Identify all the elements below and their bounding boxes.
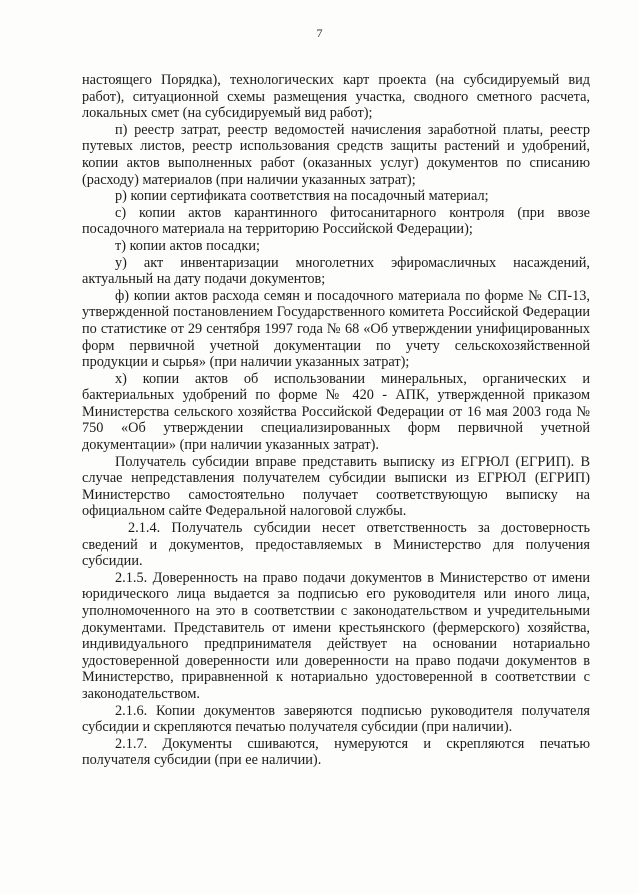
clause-2-1-5: 2.1.5. Доверенность на право подачи документов в Министерство от имени юридического лица выдается за подписью его руководителя или иного лица, уполномоченного на это в соответствии с законодательством и учредительными документами. Представитель от имени крестьянского (фермерского) хозяйства, индивидуального предпринимателя действует на основании нотариально удостоверенной доверенности или доверенности на право подачи документов в Министерство, приравненной к нотариально удостоверенной в соответствии с законодательством. <box>82 569 590 702</box>
page-number: 7 <box>316 26 323 40</box>
list-item-kh: х) копии актов об использовании минеральных, органических и бактериальных удобрений по форме № 420 - АПК, утвержденной приказом Министерства сельского хозяйства Российской Федерации от 16 мая 2003 года № 750 «Об утверждении специализированных форм первичной учетной документации» (при наличии указанных затрат). <box>82 370 590 454</box>
clause-2-1-7: 2.1.7. Документы сшиваются, нумеруются и скрепляются печатью получателя субсидии (при ее наличии). <box>82 735 590 769</box>
clause-2-1-6: 2.1.6. Копии документов заверяются подписью руководителя получателя субсидии и скрепляются печатью получателя субсидии (при наличии). <box>82 702 590 736</box>
list-item-s: с) копии актов карантинного фитосанитарного контроля (при ввозе посадочного материала на территорию Российской Федерации); <box>82 204 590 238</box>
list-item-p: п) реестр затрат, реестр ведомостей начисления заработной платы, реестр путевых листов, реестр использования средств защиты растений и удобрений, копии актов выполненных работ (оказанных услуг) документов по списанию (расходу) материалов (при наличии указанных затрат); <box>82 121 590 188</box>
list-item-t: т) копии актов посадки; <box>115 237 260 254</box>
document-body <box>82 72 590 769</box>
paragraph-continuation: настоящего Порядка), технологических карт проекта (на субсидируемый вид работ), ситуационной схемы размещения участка, сводного сметного расчета, локальных смет (на субсидируемый вид работ); <box>82 72 590 122</box>
paragraph-egrul: Получатель субсидии вправе представить выписку из ЕГРЮЛ (ЕГРИП). В случае непредставления получателем субсидии выписки из ЕГРЮЛ (ЕГРИП) Министерство самостоятельно получает соответствующую выписку на официальном сайте Федеральной налоговой службы. <box>82 453 590 520</box>
list-item-f: ф) копии актов расхода семян и посадочного материала по форме № СП-13, утвержденной постановлением Государственного комитета Российской Федерации по статистике от 29 сентября 1997 года № 68 «Об утверждении унифицированных форм первичной учетной документации по учету сельскохозяйственной продукции и сырья» (при наличии указанных затрат); <box>82 287 590 371</box>
clause-2-1-4: 2.1.4. Получатель субсидии несет ответственность за достоверность сведений и документов, предоставляемых в Министерство для получения субсидии. <box>82 520 590 570</box>
list-item-u: у) акт инвентаризации многолетних эфиромасличных насаждений, актуальный на дату подачи документов; <box>82 254 590 288</box>
list-item-r: р) копии сертификата соответствия на посадочный материал; <box>115 188 489 205</box>
